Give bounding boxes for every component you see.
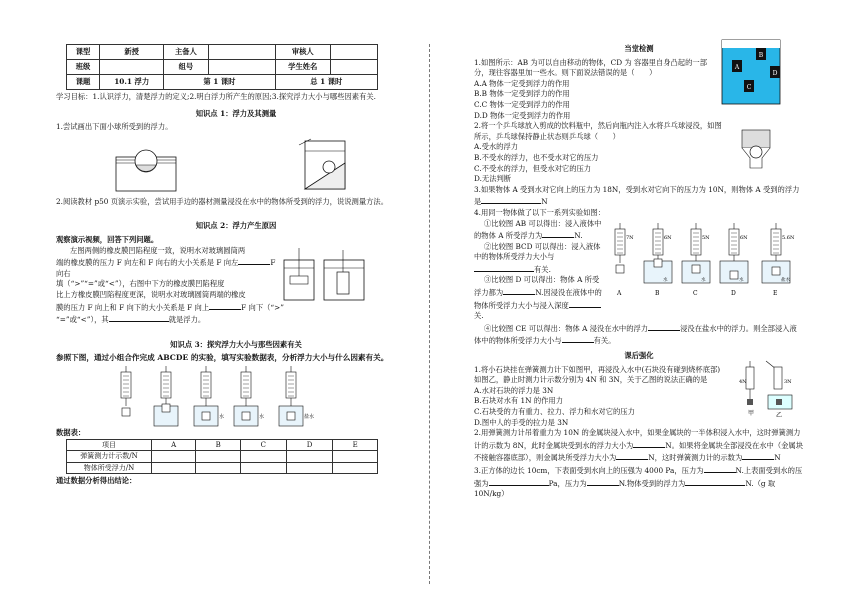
data-cell[interactable] bbox=[241, 462, 287, 474]
h3-text-d: N.物体受到的浮力为 bbox=[618, 478, 686, 488]
q2-option: B.不受水的浮力，也不受水对它的压力 bbox=[474, 152, 599, 162]
section-title-check: 当堂检测 bbox=[624, 44, 654, 53]
data-cell[interactable] bbox=[196, 462, 241, 474]
q1-option: C.C 物体一定受到浮力的作用 bbox=[474, 99, 570, 109]
q4-sub-2b: 有关. bbox=[534, 264, 551, 274]
data-table-header-row bbox=[67, 439, 378, 451]
fig-label-yi: 乙 bbox=[776, 411, 783, 419]
h2-text: 2.用弹簧测力计吊着重力为 10N 的金属块浸入水中，如果金属块的一半体积浸入水中，这时弹簧测力计的示数为 8N，此时金属块受到水的浮力大小为 bbox=[474, 428, 801, 450]
data-table-label: 数据表： bbox=[56, 427, 86, 437]
q1-option: B.B 物体一定受到浮力的作用 bbox=[474, 89, 570, 99]
q1-text: 1.如图所示：AB 为可以自由移动的物体，CD 为 容器里自身凸起的一部分，现往容器里加一些水。则下面说法错误的是（ ） bbox=[474, 57, 707, 78]
k2-line-6: 膜的压力 F 向上和 F 向下的大小关系是 F 向上 bbox=[56, 302, 210, 312]
data-cell[interactable] bbox=[241, 451, 287, 463]
right-column bbox=[474, 44, 804, 500]
k2-line-7: F 向下（“>” bbox=[241, 302, 285, 312]
blank-q3[interactable] bbox=[481, 195, 541, 204]
spring-scale bbox=[771, 223, 781, 263]
h2-text-c: N，这时弹簧测力计的示数为 bbox=[648, 453, 743, 463]
cell-value-type: 新授 bbox=[100, 45, 164, 60]
data-cell[interactable] bbox=[152, 462, 196, 474]
section-title-k2: 知识点 2：浮力产生原因 bbox=[195, 221, 277, 231]
spring-scale bbox=[615, 223, 625, 263]
k2-line-3: F 向右 bbox=[56, 258, 276, 278]
section-title-reinforce: 课后强化 bbox=[624, 351, 654, 361]
q1-option: D.D 物体一定受到浮力的作用 bbox=[474, 110, 571, 120]
header-table bbox=[66, 44, 378, 90]
vertical-tube-figure bbox=[320, 246, 370, 304]
section-title-k3: 知识点 3：探究浮力大小与那些因素有关 bbox=[170, 339, 302, 349]
data-col-d: D bbox=[286, 439, 333, 451]
scale-reading: 5.6N bbox=[782, 234, 795, 241]
scale-reading: 7N bbox=[626, 234, 634, 241]
figure-label: E bbox=[773, 289, 778, 297]
test-object bbox=[730, 271, 738, 279]
blank-h3-2[interactable] bbox=[489, 477, 549, 486]
liquid-label: 水 bbox=[219, 413, 225, 420]
q2-option: C.不受水的浮力，但受水对它的压力 bbox=[474, 163, 592, 173]
data-col-item: 项目 bbox=[67, 439, 152, 451]
cell-label-student: 学生姓名 bbox=[275, 60, 330, 75]
blank-q4-5[interactable] bbox=[648, 322, 680, 331]
h2-block bbox=[474, 428, 804, 464]
test-object bbox=[616, 265, 624, 273]
blank-q4-4[interactable] bbox=[569, 299, 601, 308]
q2-option: D.无法判断 bbox=[474, 174, 512, 184]
table-row bbox=[67, 462, 378, 474]
blank-h3-4[interactable] bbox=[685, 477, 745, 486]
data-col-b: B bbox=[196, 439, 241, 451]
row-label-reading: 弹簧测力计示数/N bbox=[67, 451, 152, 463]
q1-option: A.A 物体一定受到浮力的作用 bbox=[474, 78, 570, 88]
h3-text-c: Pa，压力为 bbox=[548, 478, 587, 488]
blank-k2-1[interactable] bbox=[238, 256, 270, 265]
spring-scale bbox=[241, 366, 251, 406]
k2-line-9: 就是浮力。 bbox=[168, 315, 206, 325]
cell-label-topic: 课题 bbox=[67, 75, 100, 90]
q3-unit: N bbox=[541, 197, 548, 207]
scale-reading: 6N bbox=[664, 234, 672, 241]
h3-block bbox=[474, 464, 804, 500]
cell-total: 总 1 课时 bbox=[275, 75, 377, 90]
cell-label-reviewer: 审核人 bbox=[275, 45, 330, 60]
k2-text bbox=[56, 246, 276, 257]
cell-value-group bbox=[208, 60, 275, 75]
cell-label-group: 组号 bbox=[164, 60, 208, 75]
blank-h2-3[interactable] bbox=[742, 451, 774, 460]
cell-period: 第 1 课时 bbox=[164, 75, 275, 90]
page-divider bbox=[429, 44, 430, 584]
figure-label: D bbox=[731, 289, 736, 297]
test-object bbox=[772, 267, 780, 275]
h1-option: A.水对石块的浮力是 3N bbox=[474, 385, 554, 395]
h3-text-b: N.上表面受到水的压强为 bbox=[474, 465, 803, 488]
spring-scale bbox=[691, 223, 701, 263]
obj-label-c: C bbox=[746, 84, 752, 91]
data-cell[interactable] bbox=[286, 462, 333, 474]
data-cell[interactable] bbox=[196, 451, 241, 463]
k2-line-8: “=”或“<”），其 bbox=[56, 315, 109, 325]
q4-sub-3b: N.因浸没在液体中的物体所受浮力大小与浸入深度 bbox=[474, 288, 602, 310]
liquid-label: 盐水 bbox=[781, 277, 791, 283]
h3-text-e: N.（g 取 10N/kg） bbox=[474, 478, 776, 499]
h1-block bbox=[474, 365, 804, 429]
test-object bbox=[202, 412, 210, 420]
cell-label-class: 班级 bbox=[67, 60, 100, 75]
obj-label-a: A bbox=[734, 64, 740, 71]
test-object bbox=[162, 404, 170, 412]
blank-h3-3[interactable] bbox=[587, 477, 619, 486]
test-object bbox=[242, 412, 250, 420]
obj-label-b: B bbox=[758, 52, 764, 59]
q4-experiment-figure bbox=[606, 219, 802, 299]
data-table bbox=[66, 439, 378, 475]
scale-reading: 6N bbox=[740, 234, 748, 241]
table-row bbox=[67, 451, 378, 463]
blank-k2-2[interactable] bbox=[209, 301, 241, 310]
fig-label-3n: 3N bbox=[784, 378, 792, 385]
k3-experiment-figure bbox=[116, 366, 428, 428]
q4-sub-4: ④比较图 CE 可以得出：物体 A 浸没在水中的浮力 bbox=[484, 323, 649, 333]
h1-option: C.石块受的力有重力、拉力、浮力和水对它的压力 bbox=[474, 407, 635, 416]
conclusion-label: 通过数据分析得出结论： bbox=[56, 476, 137, 486]
k1-figures bbox=[56, 137, 416, 193]
obj-label-d: D bbox=[772, 70, 778, 77]
liquid-label: 盐水 bbox=[304, 413, 315, 420]
data-col-e: E bbox=[333, 439, 378, 451]
spring-scale bbox=[201, 366, 211, 406]
spring-scale bbox=[653, 223, 663, 263]
cell-value-reviewer bbox=[331, 45, 378, 60]
spring-scale bbox=[161, 366, 171, 406]
q2-option: A.受水的浮力 bbox=[474, 142, 519, 152]
blank-h2-2[interactable] bbox=[616, 451, 648, 460]
fig-label-jia: 甲 bbox=[748, 409, 755, 417]
k1-question-1: 1.尝试画出下面小球所受到的浮力。 bbox=[56, 122, 173, 132]
figure-label: B bbox=[655, 289, 660, 297]
blank-q4-3[interactable] bbox=[503, 286, 535, 295]
cell-value-topic: 10.1 浮力 bbox=[100, 75, 164, 90]
cell-value-preparer bbox=[208, 45, 275, 60]
row-label-buoyancy: 物体所受浮力/N bbox=[67, 462, 152, 474]
horizontal-tube-figure bbox=[282, 246, 316, 304]
ball-in-water-figure bbox=[111, 137, 181, 193]
h3-text: 3.正方体的边长 10cm，下表面受到水向上的压强为 4000 Pa，压力为 bbox=[474, 465, 704, 475]
h1-option: B.石块对水有 1N 的作用力 bbox=[474, 396, 564, 406]
stone-spring-figure bbox=[736, 359, 798, 419]
q4-sub-2: ②比较图 BCD 可以得出：浸入液体中的物体所受浮力大小与 bbox=[474, 241, 601, 262]
test-object bbox=[287, 412, 295, 420]
data-cell[interactable] bbox=[286, 451, 333, 463]
figure-label: A bbox=[617, 289, 622, 297]
blank-q4-6[interactable] bbox=[562, 334, 594, 343]
data-cell[interactable] bbox=[333, 462, 378, 474]
liquid-label: 水 bbox=[663, 277, 668, 283]
q3-text: 3.如果物体 A 受到水对它向上的压力为 18N，受到水对它向下的压力为 10N，则物体 A 受到的浮力是 bbox=[474, 184, 800, 207]
liquid-label: 水 bbox=[739, 277, 744, 283]
ball-on-slope-figure bbox=[291, 137, 361, 193]
q4-sub-3: ③比较图 D 可以得出：物体 A 所受浮力都为 bbox=[474, 275, 600, 298]
blank-q4-1[interactable] bbox=[542, 229, 574, 238]
k3-subtitle: 参照下图，通过小组合作完成 ABCDE 的实验，填写实验数据表，分析浮力大小与什么因素有关。 bbox=[56, 353, 389, 363]
k2-subtitle: 观察演示视频，回答下列问题。 bbox=[56, 234, 159, 244]
data-col-a: A bbox=[152, 439, 196, 451]
left-column bbox=[56, 44, 416, 487]
cell-label-preparer: 主备人 bbox=[164, 45, 208, 60]
q4-sub-4c: 有关。 bbox=[593, 336, 616, 346]
blank-h3-1[interactable] bbox=[704, 464, 736, 473]
q4-sub-1: ①比较图 AB 可以得出：浸入液体中的物体 A 所受浮力为 bbox=[474, 218, 602, 241]
h2-text-b: N。如果将金属块全部浸没在水中（金属块不接触容器底部），则金属块所受浮力大小为 bbox=[474, 440, 804, 463]
spring-scale bbox=[286, 366, 296, 406]
q4-text: 4.用同一物体做了以下一系列实验如图： bbox=[474, 207, 606, 217]
k2-line-2: 端的橡皮膜的压力 F 向左和 F 向右的大小关系是 F 向左 bbox=[56, 258, 239, 268]
test-object bbox=[692, 265, 700, 273]
pingpong-bottle-figure bbox=[736, 128, 776, 170]
h2-text-d: N bbox=[774, 453, 781, 463]
figure-label: C bbox=[693, 289, 698, 297]
blank-h2-1[interactable] bbox=[633, 439, 665, 448]
data-cell[interactable] bbox=[333, 451, 378, 463]
liquid-label: 水 bbox=[701, 277, 706, 283]
q4-sub-3c: 关. bbox=[474, 311, 484, 321]
k2-block bbox=[56, 246, 416, 326]
cell-value-class bbox=[100, 60, 164, 75]
data-col-c: C bbox=[241, 439, 287, 451]
k2-line-5: 比上方橡皮膜凹陷程度更深，说明水对玻璃圆筒两端的橡皮 bbox=[56, 289, 246, 299]
spring-scale bbox=[729, 223, 739, 263]
cell-value-student bbox=[331, 60, 378, 75]
test-object bbox=[654, 259, 662, 267]
fig-label-4n: 4N bbox=[739, 378, 747, 385]
k2-line-1: 左图两侧的橡皮膜凹陷程度一致，说明水对玻璃圆筒两 bbox=[70, 245, 246, 255]
q4-sub-4b: 浸没在盐水中的浮力。则全部浸入液体中的物体所受浮力大小与 bbox=[474, 323, 797, 346]
q4-block: ①比较图 AB 可以得出：浸入液体中的物体 A 所受浮力为 N. ②比较图 BCD 可以得出：浸入液体中的物体所受浮力大小与有关. ③比较图 D 可以得出：物体 A 所受浮力都为 N.因浸没在液体中的物体所受浮力大小与浸入深度关. ④比较图 CE 可以得出：物体 A 浸没在水中的浮力 浸没在盐水中的浮力。则全部浸入液体中的物体所受浮力大小与 有关。 7N A 6N 水 B 5N 水 C 6N 水 D 5.6N 盐水 E bbox=[474, 219, 804, 348]
k2-line-4: 填（“>”“=”或“<”），右图中下方的橡皮膜凹陷程度 bbox=[56, 279, 225, 289]
test-object bbox=[122, 408, 130, 416]
q2-text: 2.将一个乒乓球放入剪成的饮料瓶中，然后向瓶内注入水将乒乓球浸没，如图所示，乒乓球保持静止状态则乒乓球（ ） bbox=[474, 121, 722, 141]
blank-k2-3[interactable] bbox=[109, 313, 169, 322]
k1-question-2: 2.阅读教材 p50 页演示实验，尝试用手边的器材测量浸没在水中的物体所受到的浮力，说说测量方法。 bbox=[56, 196, 389, 206]
section-title-k1: 知识点 1：浮力及其测量 bbox=[195, 108, 277, 118]
h1-option: D.图中人的手受的拉力是 3N bbox=[474, 417, 569, 427]
cell-label-type: 课型 bbox=[67, 45, 100, 60]
liquid-label: 水 bbox=[259, 413, 265, 420]
learning-goals: 学习目标：1.认识浮力，清楚浮力的定义;2.明白浮力所产生的原因;3.探究浮力大小与哪些因素有关. bbox=[56, 92, 376, 101]
data-cell[interactable] bbox=[152, 451, 196, 463]
scale-reading: 5N bbox=[702, 234, 710, 241]
spring-scale bbox=[121, 366, 131, 406]
container-abcd-figure bbox=[720, 36, 782, 106]
blank-q4-2[interactable] bbox=[474, 263, 534, 272]
h1-text: 1.将小石块挂在弹簧测力计下如图甲，再浸没入水中(石块没有碰到烧杯底部)如图乙，静止时测力计示数分别为 4N 和 3N，关于乙图的说法正确的是 bbox=[474, 364, 721, 385]
